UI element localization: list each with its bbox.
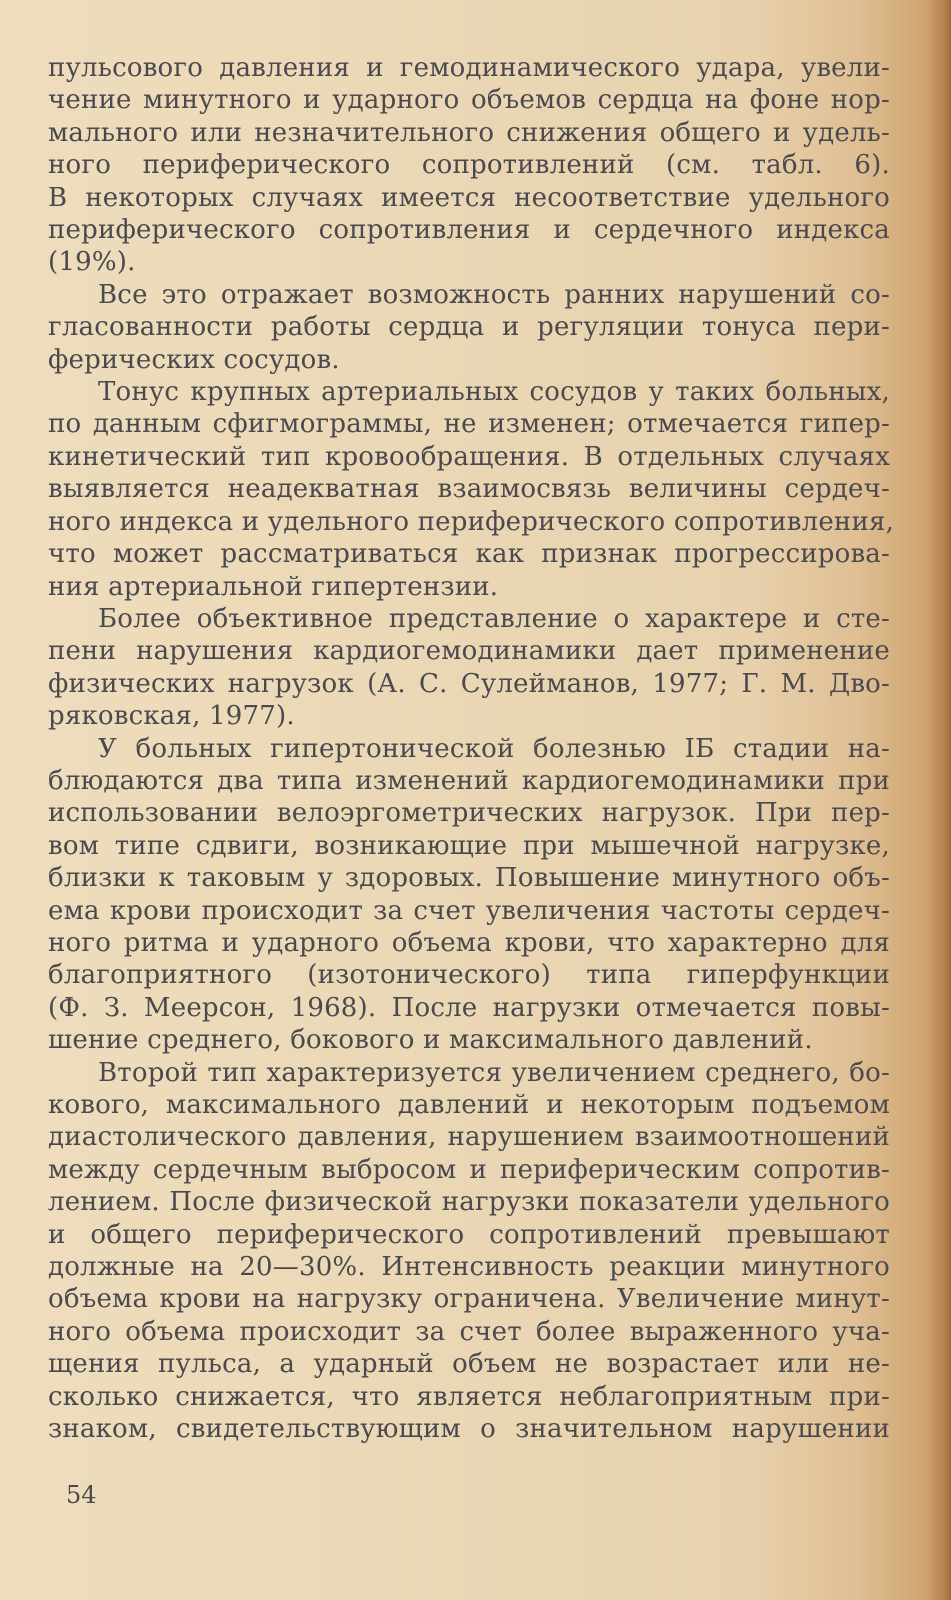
text-line: ного ритма и ударного объема крови, что характерно для [48, 927, 890, 958]
paragraph-6 [48, 1057, 890, 1446]
text-line: периферического сопротивления и сердечного индекса [48, 215, 890, 246]
paragraph-4 [48, 603, 890, 733]
text-line: диастолического давления, нарушением взаимоотношений [48, 1122, 890, 1153]
text-line: пульсового давления и гемодинамического удара, увели- [48, 53, 890, 83]
body-text [48, 52, 895, 1445]
paragraph-2 [48, 279, 890, 376]
text-line: близки к таковым у здоровых. Повышение минутного объ- [48, 863, 890, 894]
page-number: 54 [66, 1481, 97, 1509]
text-line: В некоторых случаях имеется несоответствие удельного [48, 182, 890, 213]
text-line: кового, максимального давлений и некоторым подъемом [48, 1090, 890, 1120]
paragraph-3 [48, 376, 895, 603]
text-line: использовании велоэргометрических нагрузок. При пер- [48, 798, 890, 829]
text-line: знаком, свидетельствующим о значительном нарушении [48, 1414, 890, 1445]
text-line: и общего периферического сопротивлений превышают [48, 1219, 890, 1250]
text-line: выявляется неадекватная взаимосвязь величины сердеч- [48, 474, 890, 505]
text-line: ного объема происходит за счет более выраженного уча- [48, 1316, 890, 1347]
text-line: между сердечным выбросом и периферическим сопротив- [48, 1154, 890, 1185]
text-line: У больных гипертонической болезнью IБ стадии на- [98, 733, 890, 764]
text-line: ряковская, 1977). [48, 701, 295, 732]
text-line: шение среднего, бокового и максимального давлений. [48, 1025, 813, 1056]
text-line: гласованности работы сердца и регуляции тонуса пери- [48, 312, 890, 343]
text-line: чение минутного и ударного объемов сердца на фоне нор- [48, 85, 890, 116]
text-line: кинетический тип кровообращения. В отдельных случаях [48, 441, 890, 472]
text-line: Второй тип характеризуется увеличением среднего, бо- [98, 1057, 890, 1088]
text-line: (19%). [48, 247, 136, 278]
text-line: блюдаются два типа изменений кардиогемодинамики при [48, 765, 890, 796]
text-line: (Ф. З. Меерсон, 1968). После нагрузки отмечается повы- [48, 992, 890, 1023]
text-line: Более объективное представление о характере и сте- [98, 603, 890, 634]
text-line: лением. После физической нагрузки показатели удельного [48, 1187, 890, 1218]
text-line: Тонус крупных артериальных сосудов у таких больных, [98, 377, 890, 408]
text-line: ного индекса и удельного периферического сопротивления, [48, 506, 895, 537]
text-line: мального или незначительного снижения общего и удель- [48, 117, 890, 148]
text-line: ема крови происходит за счет увеличения частоты сердеч- [48, 895, 890, 926]
page-edge-shadow [925, 0, 951, 1600]
paragraph-1 [48, 52, 890, 279]
text-line: вом типе сдвиги, возникающие при мышечной нагрузке, [48, 830, 890, 861]
text-line: Все это отражает возможность ранних нарушений со- [98, 279, 890, 310]
text-line: объема крови на нагрузку ограничена. Увеличение минут- [48, 1284, 890, 1315]
text-line: что может рассматриваться как признак прогрессирова- [48, 539, 890, 570]
text-line: щения пульса, а ударный объем не возрастает или не- [48, 1349, 890, 1380]
text-line: по данным сфигмограммы, не изменен; отмечается гипер- [48, 409, 890, 440]
text-line: ния артериальной гипертензии. [48, 571, 499, 602]
text-line: ферических сосудов. [48, 344, 340, 375]
text-line: физических нагрузок (А. С. Сулейманов, 1977; Г. М. Дво- [48, 668, 890, 699]
text-line: ного периферического сопротивлений (см. табл. 6). [48, 150, 890, 181]
paragraph-5 [48, 733, 890, 1057]
text-line: пени нарушения кардиогемодинамики дает применение [48, 636, 890, 667]
text-line: должные на 20—30%. Интенсивность реакции минутного [48, 1252, 890, 1283]
text-line: благоприятного (изотонического) типа гиперфункции [48, 960, 890, 991]
text-line: сколько снижается, что является неблагоприятным при- [48, 1381, 890, 1412]
